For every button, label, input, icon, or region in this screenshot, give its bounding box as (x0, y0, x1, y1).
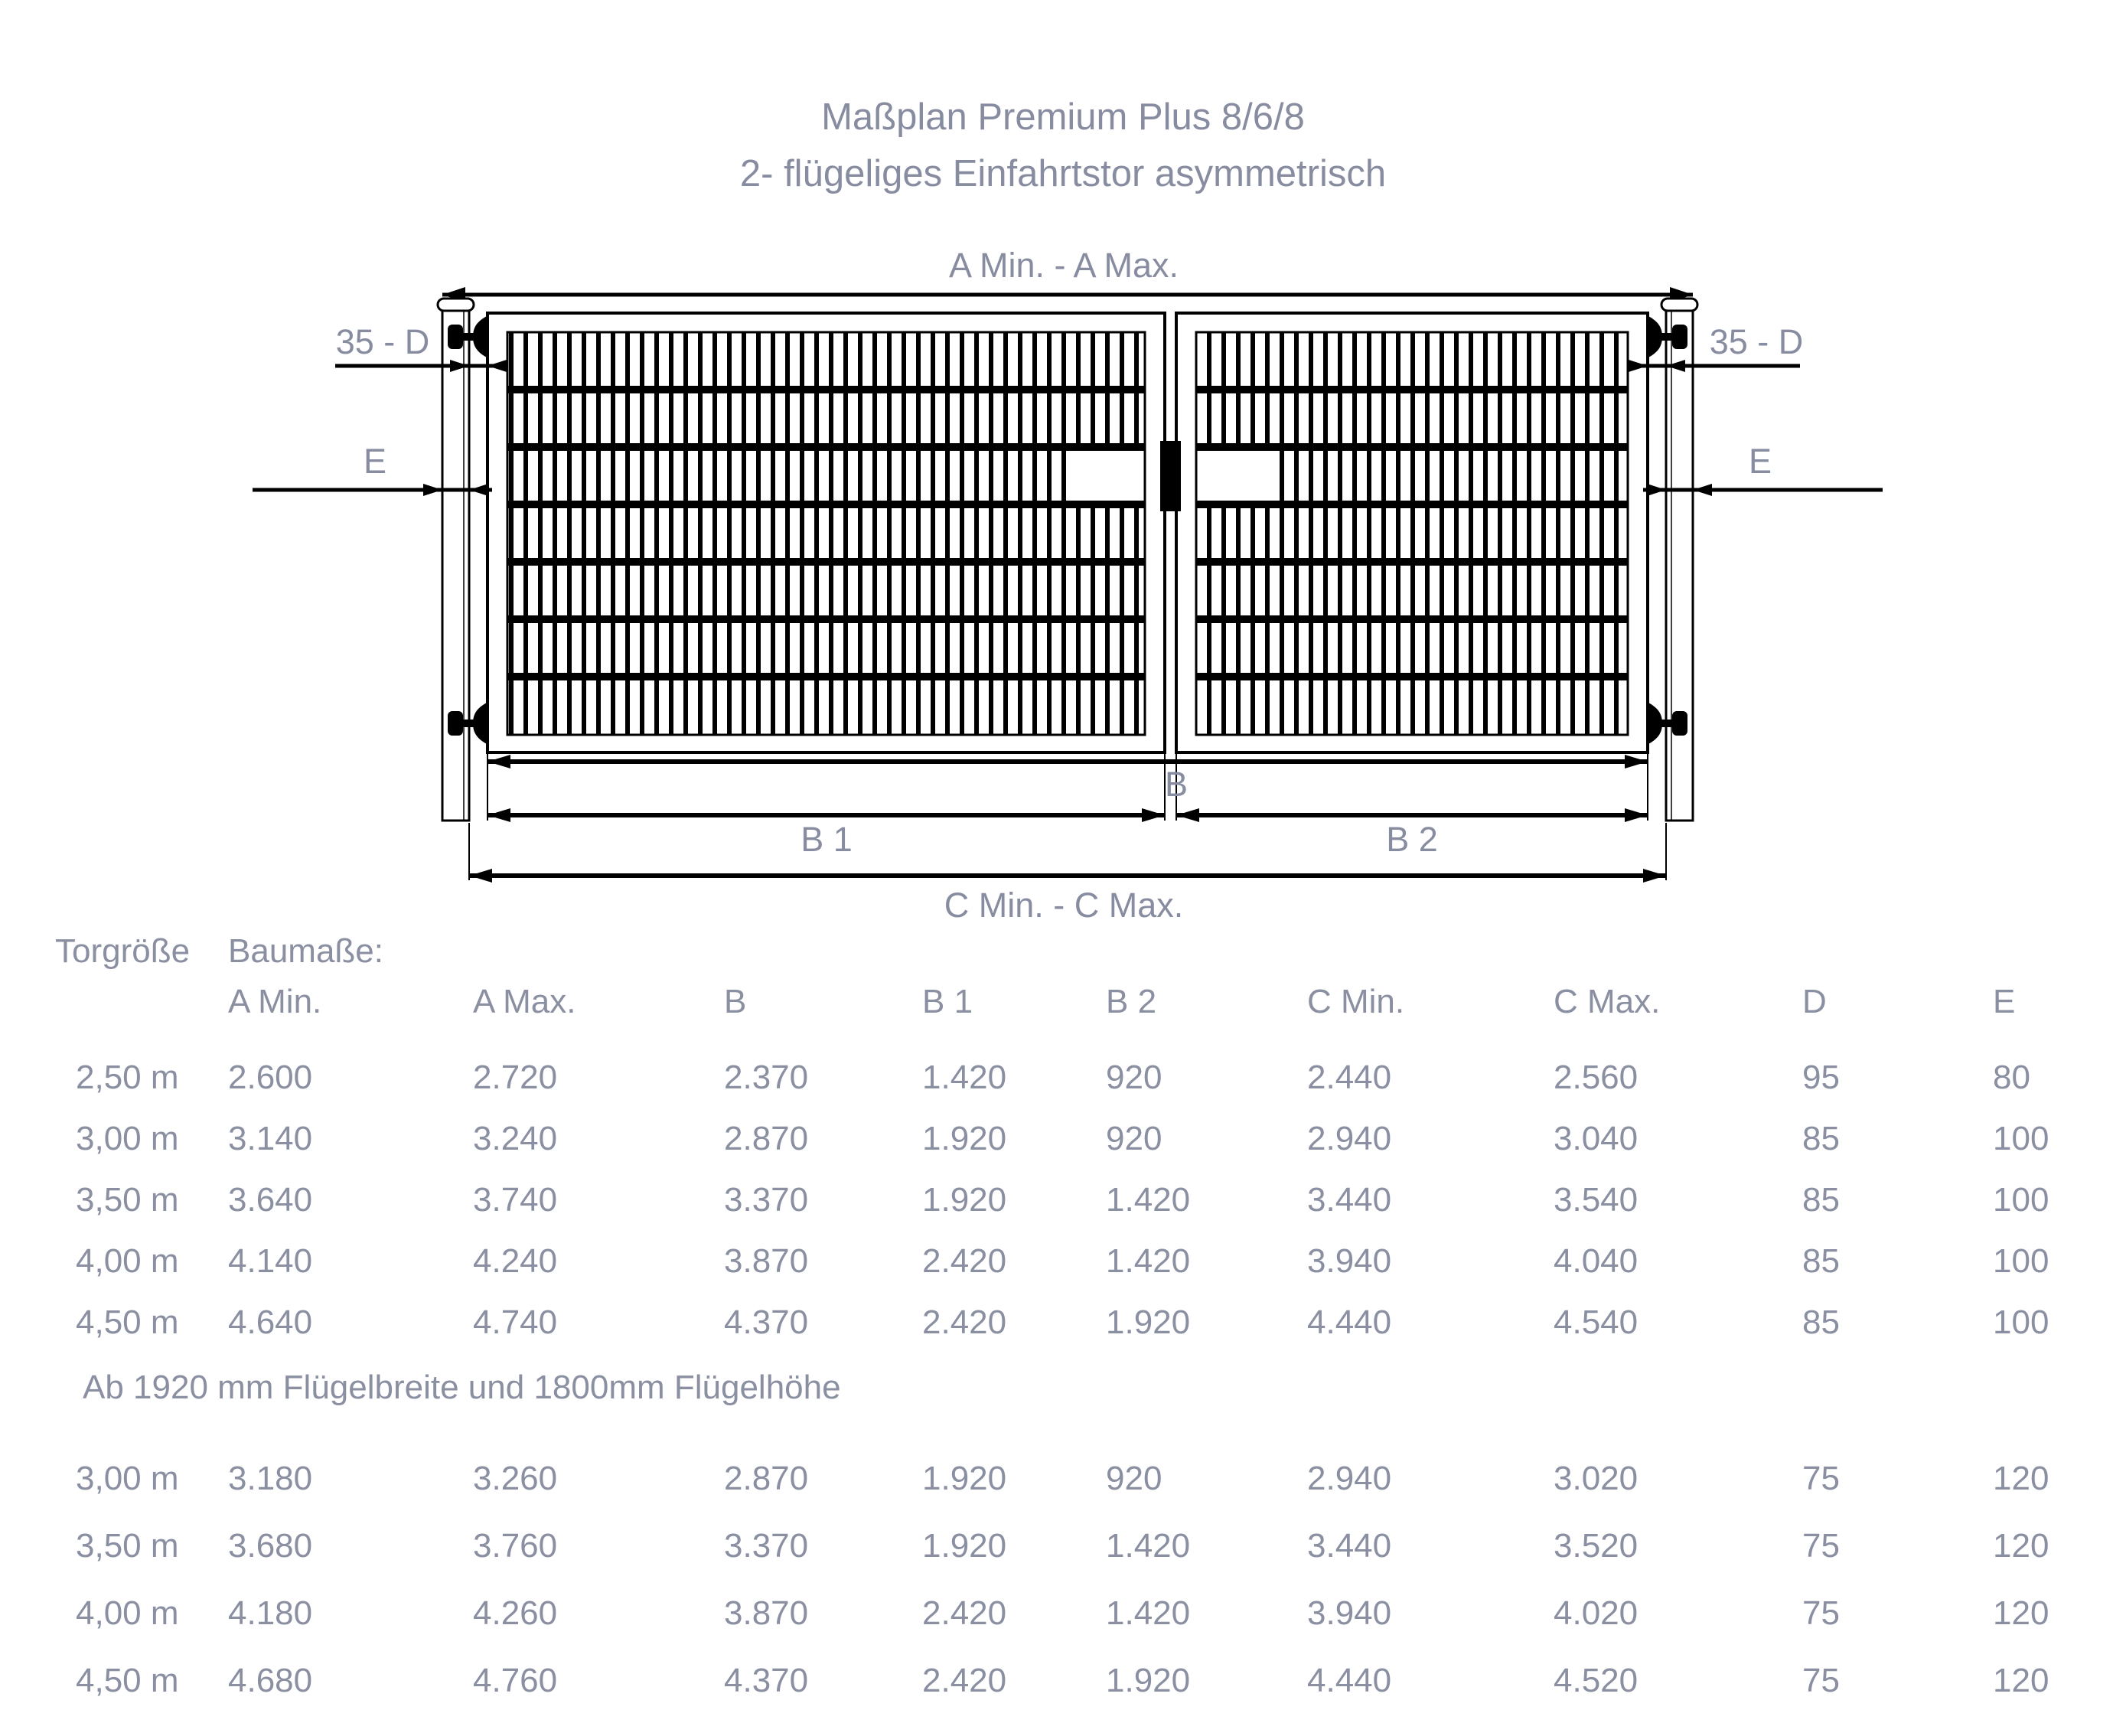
dimension-b1-label: B 1 (801, 820, 853, 859)
table-cell: 4.020 (1554, 1594, 1639, 1632)
table-row (0, 1292, 2126, 1353)
arrowhead-icon (1643, 869, 1666, 883)
table-cell: 4.640 (228, 1304, 313, 1341)
arrowhead-icon (1625, 808, 1648, 822)
dimension-e-right-label: E (1748, 442, 1772, 481)
dimension-b2 (1176, 808, 1648, 859)
table-row (0, 1647, 2126, 1715)
table-row (0, 1047, 2126, 1108)
table-cell: 3.370 (724, 1527, 809, 1565)
gate-size-cell: 4,50 m (76, 1304, 179, 1341)
dimension-b (487, 755, 1648, 804)
table-cell: 4.370 (724, 1304, 809, 1341)
table-cell: 4.740 (473, 1304, 558, 1341)
table-cell: 1.920 (1106, 1304, 1191, 1341)
table-cell: 85 (1802, 1181, 1840, 1219)
table-section-1 (0, 1047, 2126, 1353)
post-cap (438, 299, 474, 311)
table-cell: 2.940 (1307, 1460, 1392, 1497)
lock-plate-area (1198, 451, 1270, 501)
table-cell: 4.040 (1554, 1242, 1639, 1280)
torgroesse-header: Torgröße (55, 932, 191, 970)
column-header-d: D (1802, 983, 1827, 1020)
left-post (438, 299, 474, 821)
table-cell: 75 (1802, 1527, 1840, 1565)
table-cell: 1.420 (922, 1059, 1007, 1096)
right-wing (1176, 313, 1648, 752)
table-cell: 4.680 (228, 1662, 313, 1699)
latch-block (1160, 441, 1181, 511)
table-note: Ab 1920 mm Flügelbreite und 1800mm Flügelhöhe (83, 1369, 841, 1406)
table-row (0, 1231, 2126, 1292)
table-cell: 4.260 (473, 1594, 558, 1632)
table-cell: 4.540 (1554, 1304, 1639, 1341)
arrowhead-icon (469, 484, 488, 496)
gate-size-cell: 3,50 m (76, 1181, 179, 1219)
lock-plate-area (1071, 451, 1143, 501)
dimension-table (0, 925, 2126, 1715)
table-cell: 3.870 (724, 1242, 809, 1280)
arrowhead-icon (1625, 755, 1648, 768)
table-cell: 3.440 (1307, 1181, 1392, 1219)
right-post (1661, 299, 1697, 821)
table-cell: 85 (1802, 1242, 1840, 1280)
table-cell: 4.440 (1307, 1304, 1392, 1341)
dimension-b1 (487, 808, 1165, 859)
table-cell: 75 (1802, 1460, 1840, 1497)
table-cell: 3.640 (228, 1181, 313, 1219)
table-cell: 3.540 (1554, 1181, 1639, 1219)
table-cell: 2.420 (922, 1594, 1007, 1632)
dimension-c (469, 869, 1666, 925)
table-cell: 3.180 (228, 1460, 313, 1497)
table-cell: 2.600 (228, 1059, 313, 1096)
table-cell: 100 (1993, 1242, 2049, 1280)
gate-size-cell: 3,00 m (76, 1120, 179, 1157)
title-line-1: Maßplan Premium Plus 8/6/8 (821, 96, 1305, 138)
table-row (0, 1580, 2126, 1647)
dimension-b2-label: B 2 (1386, 820, 1438, 859)
table-cell: 3.240 (473, 1120, 558, 1157)
table-cell: 4.440 (1307, 1662, 1392, 1699)
column-header-a-max: A Max. (473, 983, 576, 1020)
table-cell: 3.680 (228, 1527, 313, 1565)
table-row (0, 1512, 2126, 1580)
table-spacer (0, 1422, 2126, 1445)
arrowhead-icon (423, 484, 442, 496)
column-header-c-max: C Max. (1554, 983, 1661, 1020)
table-cell: 75 (1802, 1594, 1840, 1632)
table-cell: 120 (1993, 1460, 2049, 1497)
table-cell: 1.420 (1106, 1527, 1191, 1565)
table-cell: 4.520 (1554, 1662, 1639, 1699)
table-cell: 4.140 (228, 1242, 313, 1280)
table-cell: 75 (1802, 1662, 1840, 1699)
table-row (0, 1445, 2126, 1512)
table-row (0, 1108, 2126, 1170)
column-header-e: E (1993, 983, 2016, 1020)
arrowhead-icon (1693, 484, 1712, 496)
table-cell: 2.420 (922, 1304, 1007, 1341)
table-note-row (0, 1353, 2126, 1422)
dimension-e-left-label: E (363, 442, 387, 481)
arrowhead-icon (487, 808, 510, 822)
dimension-d-right-label: 35 - D (1709, 322, 1804, 361)
arrowhead-icon (469, 869, 492, 883)
table-cell: 1.920 (922, 1460, 1007, 1497)
table-column-headers (0, 978, 2126, 1026)
table-cell: 1.920 (1106, 1662, 1191, 1699)
table-cell: 2.870 (724, 1460, 809, 1497)
table-cell: 4.180 (228, 1594, 313, 1632)
table-cell: 3.040 (1554, 1120, 1639, 1157)
table-cell: 3.140 (228, 1120, 313, 1157)
table-cell: 3.440 (1307, 1527, 1392, 1565)
column-header-a-min: A Min. (228, 983, 322, 1020)
table-cell: 3.870 (724, 1594, 809, 1632)
gate-size-cell: 4,50 m (76, 1662, 179, 1699)
gate-size-cell: 2,50 m (76, 1059, 179, 1096)
baumasse-header: Baumaße: (228, 932, 383, 970)
table-section-2 (0, 1445, 2126, 1715)
table-cell: 2.870 (724, 1120, 809, 1157)
table-cell: 3.020 (1554, 1460, 1639, 1497)
title-line-2: 2- flügeliges Einfahrtstor asymmetrisch (739, 153, 1387, 194)
post-cap (1661, 299, 1697, 311)
table-cell: 2.420 (922, 1662, 1007, 1699)
dimension-a (442, 246, 1693, 302)
gate-size-cell: 3,00 m (76, 1460, 179, 1497)
table-cell: 3.260 (473, 1460, 558, 1497)
table-cell: 920 (1106, 1120, 1162, 1157)
column-header-b1: B 1 (922, 983, 973, 1020)
table-cell: 3.760 (473, 1527, 558, 1565)
table-cell: 1.920 (922, 1120, 1007, 1157)
table-cell: 1.920 (922, 1181, 1007, 1219)
arrowhead-icon (1142, 808, 1165, 822)
table-cell: 3.520 (1554, 1527, 1639, 1565)
table-cell: 2.370 (724, 1059, 809, 1096)
table-cell: 100 (1993, 1120, 2049, 1157)
arrowhead-icon (1176, 808, 1199, 822)
arrowhead-icon (487, 755, 510, 768)
table-cell: 1.420 (1106, 1594, 1191, 1632)
table-group-header (0, 925, 2126, 978)
table-cell: 2.420 (922, 1242, 1007, 1280)
table-cell: 1.420 (1106, 1242, 1191, 1280)
table-cell: 3.940 (1307, 1242, 1392, 1280)
dimension-c-label: C Min. - C Max. (944, 886, 1184, 925)
table-cell: 3.740 (473, 1181, 558, 1219)
table-cell: 920 (1106, 1460, 1162, 1497)
column-header-c-min: C Min. (1307, 983, 1405, 1020)
column-header-b2: B 2 (1106, 983, 1157, 1020)
left-wing (487, 313, 1165, 752)
table-cell: 1.420 (1106, 1181, 1191, 1219)
table-cell: 100 (1993, 1181, 2049, 1219)
table-row (0, 1170, 2126, 1231)
table-cell: 95 (1802, 1059, 1840, 1096)
dimension-a-label: A Min. - A Max. (948, 246, 1179, 285)
gate-size-cell: 4,00 m (76, 1594, 179, 1632)
table-cell: 2.720 (473, 1059, 558, 1096)
table-cell: 4.240 (473, 1242, 558, 1280)
table-cell: 120 (1993, 1594, 2049, 1632)
table-cell: 80 (1993, 1059, 2030, 1096)
gate-size-cell: 3,50 m (76, 1527, 179, 1565)
arrowhead-icon (1647, 484, 1666, 496)
table-cell: 2.940 (1307, 1120, 1392, 1157)
column-header-b: B (724, 983, 747, 1020)
table-cell: 120 (1993, 1527, 2049, 1565)
table-cell: 3.370 (724, 1181, 809, 1219)
table-cell: 2.440 (1307, 1059, 1392, 1096)
table-cell: 4.760 (473, 1662, 558, 1699)
dimension-b-label: B (1164, 765, 1189, 804)
dimension-d-left-label: 35 - D (335, 322, 430, 361)
table-cell: 100 (1993, 1304, 2049, 1341)
table-cell: 120 (1993, 1662, 2049, 1699)
table-cell: 1.920 (922, 1527, 1007, 1565)
table-cell: 4.370 (724, 1662, 809, 1699)
table-cell: 3.940 (1307, 1594, 1392, 1632)
table-cell: 85 (1802, 1120, 1840, 1157)
table-cell: 920 (1106, 1059, 1162, 1096)
table-cell: 2.560 (1554, 1059, 1639, 1096)
table-cell: 85 (1802, 1304, 1840, 1341)
table-spacer (0, 1026, 2126, 1047)
gate-size-cell: 4,00 m (76, 1242, 179, 1280)
